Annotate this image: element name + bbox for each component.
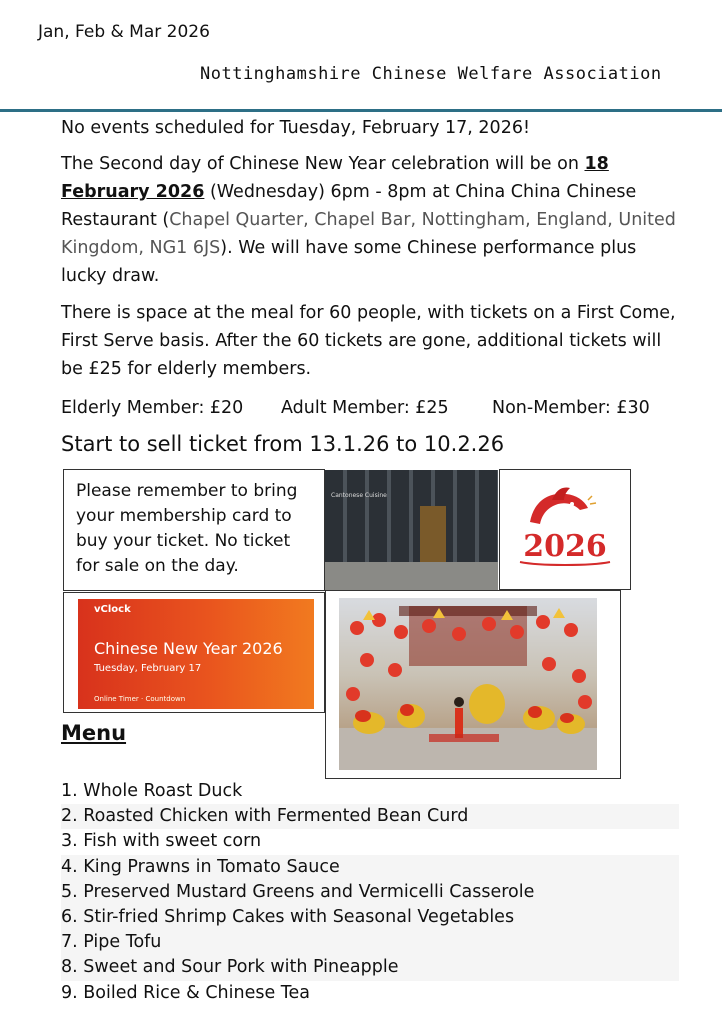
- header-divider: [0, 109, 722, 112]
- lion-dance-photo-frame: [325, 590, 621, 779]
- menu-item: 9. Boiled Rice & Chinese Tea: [61, 982, 310, 1003]
- celebration-paragraph: [61, 150, 681, 290]
- menu-item: 6. Stir-fried Shrimp Cakes with Seasonal Vegetables: [61, 905, 679, 930]
- menu-item: 5. Preserved Mustard Greens and Vermicelli Casserole: [61, 880, 679, 905]
- banner-footer: Online Timer · Countdown: [94, 695, 186, 703]
- restaurant-door: [420, 506, 446, 562]
- capacity-paragraph: There is space at the meal for 60 people, with tickets on a First Come, First Serve basis. After the 60 tickets are gone, additional tickets will be £25 for elderly members.: [61, 303, 676, 379]
- banner-title: Chinese New Year 2026: [94, 639, 283, 658]
- restaurant-photo: [325, 470, 498, 590]
- organization-name: Nottinghamshire Chinese Welfare Association: [200, 64, 662, 84]
- menu-title: Menu: [61, 721, 127, 745]
- price-non-member: Non-Member: £30: [492, 398, 650, 418]
- ticket-sale-period: Start to sell ticket from 13.1.26 to 10.2.26: [61, 432, 505, 456]
- date-range: Jan, Feb & Mar 2026: [38, 22, 210, 42]
- menu-list: [61, 779, 679, 1006]
- restaurant-facade: [325, 470, 498, 562]
- price-list: [61, 394, 681, 422]
- banner-brand: vClock: [94, 604, 131, 615]
- year-graphic-text: 2026: [523, 529, 607, 564]
- countdown-banner-frame: [63, 592, 325, 713]
- menu-item: 2. Roasted Chicken with Fermented Bean Curd: [61, 804, 679, 829]
- lion-dance-photo: [339, 598, 597, 770]
- pavement: [325, 562, 498, 590]
- restaurant-sign: Cantonese Cuisine: [331, 492, 387, 499]
- banner-subtitle: Tuesday, February 17: [94, 663, 202, 674]
- lion-dance-scene-icon: [339, 598, 597, 770]
- menu-item: 8. Sweet and Sour Pork with Pineapple: [61, 955, 679, 980]
- no-events-notice: No events scheduled for Tuesday, February 17, 2026!: [61, 118, 530, 138]
- menu-item: 3. Fish with sweet corn: [61, 831, 262, 852]
- celebration-date: 18 February 2026: [61, 154, 609, 202]
- menu-item: 1. Whole Roast Duck: [61, 781, 243, 801]
- celebration-intro: The Second day of Chinese New Year celebration will be on: [61, 154, 585, 174]
- year-of-horse-graphic: [499, 469, 631, 590]
- menu-item: 4. King Prawns in Tomato Sauce: [61, 855, 679, 880]
- price-elderly: Elderly Member: £20: [61, 398, 244, 418]
- menu-item: 7. Pipe Tofu: [61, 930, 679, 955]
- celebration-details: (Wednesday) 6pm - 8pm at China China Chinese Restaurant (: [61, 182, 637, 230]
- chinese-new-year-banner: [78, 599, 314, 709]
- price-adult: Adult Member: £25: [281, 398, 449, 418]
- membership-reminder: Please remember to bring your membership card to buy your ticket. No ticket for sale on the day.: [63, 469, 325, 591]
- celebration-details-end: ). We will have some Chinese performance plus lucky draw.: [61, 238, 637, 286]
- restaurant-address: Chapel Quarter, Chapel Bar, Nottingham, England, United Kingdom, NG1 6JS: [61, 210, 676, 258]
- horse-2026-icon: [500, 470, 630, 589]
